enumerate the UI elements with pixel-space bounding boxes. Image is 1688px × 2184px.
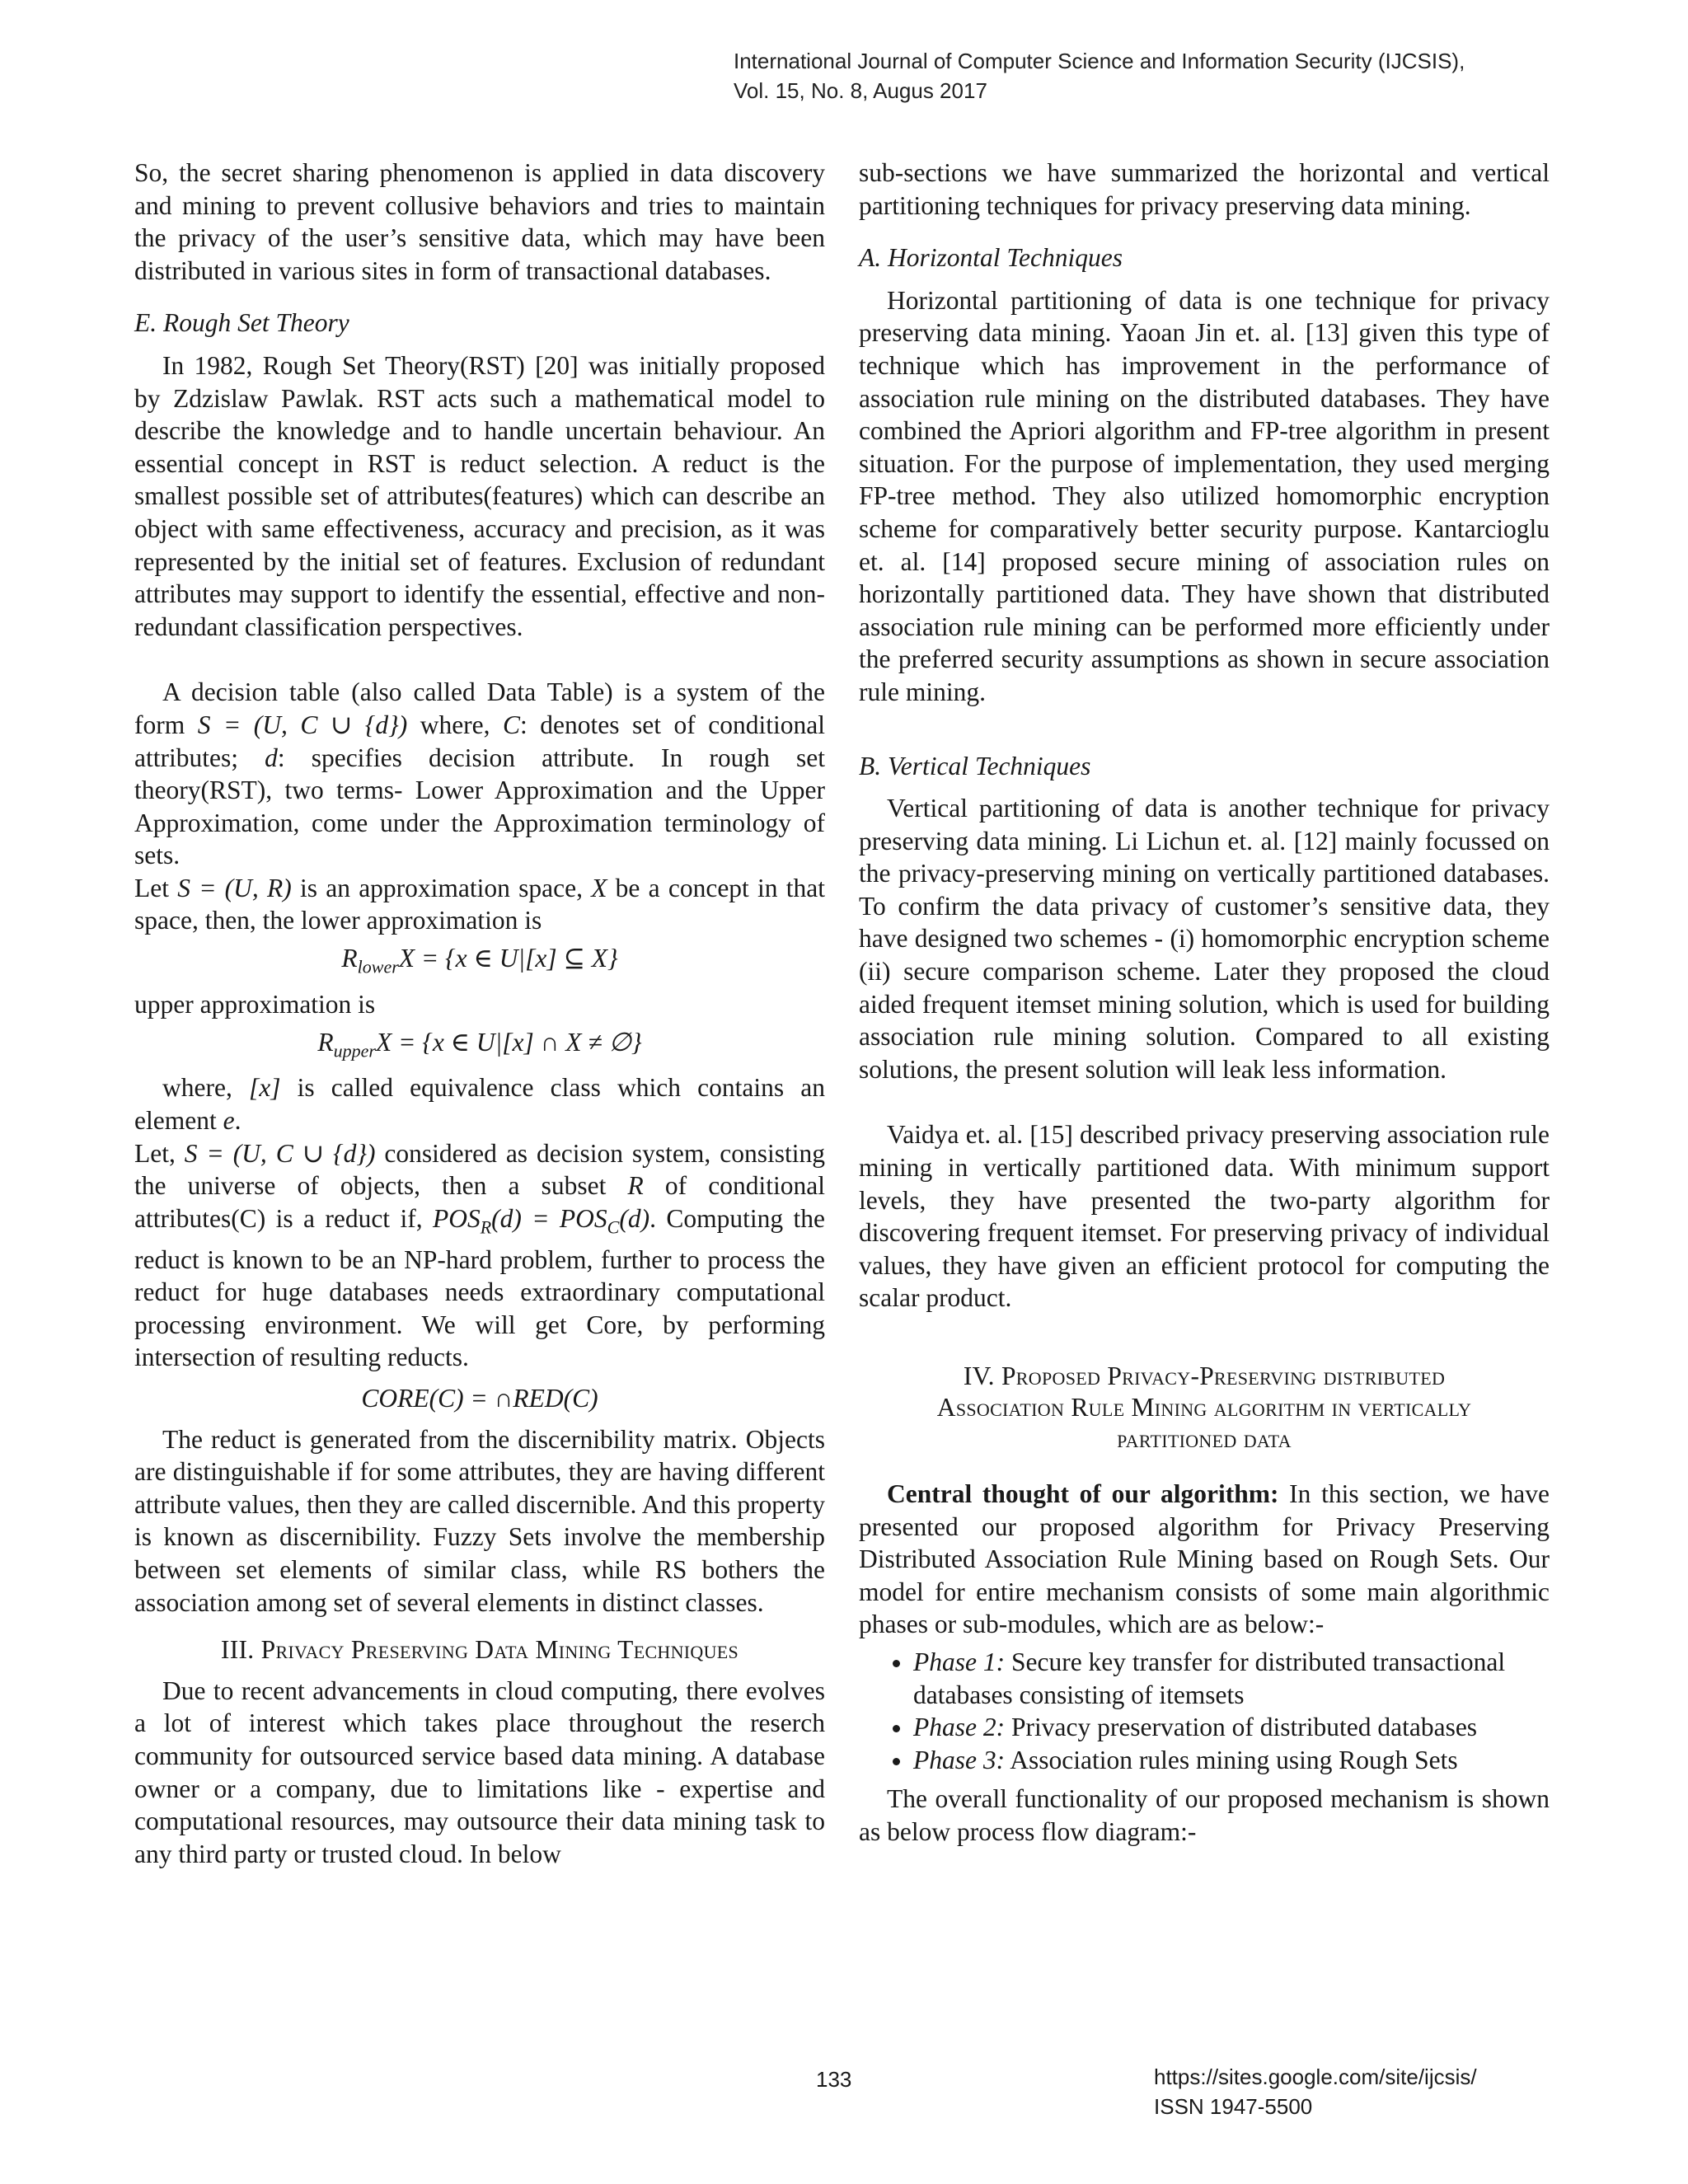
footer-url-link[interactable]: https://sites.google.com/site/ijcsis/ xyxy=(1154,2064,1477,2089)
heading-vertical-techniques: B. Vertical Techniques xyxy=(859,751,1091,780)
paragraph-horizontal: Horizontal partitioning of data is one technique for privacy preserving data mining. Yaoan Jin et. al. [13] given this type of technique which has improvement in the performance of association rule mining on the distributed databases. They have combined the Apriori algorithm and FP-tree algorithm in present situation. For the purpose of implementation, they used merging FP-tree method. They also utilized homomorphic encryption scheme for comparatively better security purpose. Kantarcioglu et. al. [14] proposed secure mining of association rules on horizontally partitioned data. They have shown that distributed association rule mining can be performed more efficiently under the preferred security assumptions as shown in secure association rule mining. xyxy=(859,285,1550,706)
paragraph-approximation-space: Let S = (U, R) is an approximation space, X be a concept in that space, then, the lower approximation is xyxy=(134,873,825,935)
paragraph-upper-approx-label: upper approximation is xyxy=(134,989,376,1019)
paragraph-continuation: sub-sections we have summarized the horizontal and vertical partitioning techniques for privacy preserving data mining. xyxy=(859,158,1550,220)
equation-upper-approximation: $R_{upper}X = \{x$ ∈ U|[x] ∩ X ≠ ∅} xyxy=(317,1027,642,1061)
paragraph-discernibility: The reduct is generated from the discernibility matrix. Objects are distinguishable if for some attributes, they are having different attribute values, then they are called discernible. And this property is known as discernibility. Fuzzy Sets involve the membership between set elements of similar class, while RS bothers the association among set of several elements in distinct classes. xyxy=(134,1424,825,1617)
heading-section-4-line3: partitioned data xyxy=(1117,1424,1292,1453)
paragraph-equivalence-class: where, [x] is called equivalence class which contains an element e. xyxy=(134,1073,825,1136)
phase-list xyxy=(859,1646,1550,1776)
journal-header xyxy=(734,46,1465,105)
footer-issn: ISSN 1947-5500 xyxy=(1154,2094,1313,2119)
equation-core: CORE(C) = ∩RED(C) xyxy=(361,1384,598,1413)
list-item-phase-1: • Phase 1: Secure key transfer for distributed transactional databases consisting of itemsets xyxy=(913,1646,1550,1711)
heading-rough-set-theory: E. Rough Set Theory xyxy=(134,308,349,338)
footer-info xyxy=(1154,2062,1477,2121)
paragraph-overall: The overall functionality of our proposed mechanism is shown as below process flow diagram:- xyxy=(859,1784,1550,1846)
journal-header-line1: International Journal of Computer Science and Information Security (IJCSIS), xyxy=(734,49,1465,73)
journal-header-line2: Vol. 15, No. 8, Augus 2017 xyxy=(734,78,987,103)
heading-section-4 xyxy=(859,1361,1550,1455)
paragraph-reduct-definition: Let, S = (U, C ∪ {d}) considered as decision system, consisting the universe of objects, then a subset R of conditional attributes(C) is a reduct if, $POS_R(d) = POS_C(d)$. Computing the reduct is known to be an NP-hard problem, further to process the reduct for huge databases needs extraordinary computational processing environment. We will get Core, by performing intersection of resulting reducts. xyxy=(134,1138,825,1372)
list-item-phase-3: • Phase 3: Association rules mining using Rough Sets xyxy=(913,1744,1550,1777)
left-column xyxy=(134,157,825,1870)
paragraph-decision-table: A decision table (also called Data Table) is a system of the form S = (U, C ∪ {d}) where, C: denotes set of conditional attributes; d: specifies decision attribute. In rough set theory(RST), two terms- Lower Approximation and the Upper Approximation, come under the Approximation terminology of sets. xyxy=(134,677,825,870)
heading-section-4-line2: Association Rule Mining algorithm in vertically xyxy=(936,1393,1472,1422)
page-number: 133 xyxy=(816,2067,852,2092)
list-item-phase-2: • Phase 2: Privacy preservation of distributed databases xyxy=(913,1711,1550,1744)
heading-horizontal-techniques: A. Horizontal Techniques xyxy=(859,243,1123,273)
paragraph-section-3: Due to recent advancements in cloud computing, there evolves a lot of interest which takes place throughout the reserch community for outsourced service based data mining. A database owner or a company, due to limitations like - expertise and computational resources, may outsource their data mining task to any third party or trusted cloud. In below xyxy=(134,1675,825,1868)
paragraph-intro: So, the secret sharing phenomenon is applied in data discovery and mining to prevent collusive behaviors and tries to maintain the privacy of the user’s sensitive data, which may have been distributed in various sites in form of transactional databases. xyxy=(134,158,825,285)
equation-lower-approximation: $R_{lower}X = \{x$ ∈ U|[x] ⊆ X} xyxy=(341,944,618,977)
heading-section-3: III. Privacy Preserving Data Mining Techniques xyxy=(220,1635,739,1665)
heading-section-4-line1: IV. Proposed Privacy-Preserving distributed xyxy=(963,1361,1446,1390)
paragraph-vertical: Vertical partitioning of data is another technique for privacy preserving data mining. Li Lichun et. al. [12] mainly focussed on the privacy-preserving mining on vertically partitioned databases. To confirm the data privacy of customer’s sensitive data, they have designed two schemes - (i) homomorphic encryption scheme (ii) secure comparison scheme. Later they proposed the cloud aided frequent itemset mining solution, which is used for building association rule mining solution. Compared to all existing solutions, the present solution will leak less information. xyxy=(859,794,1550,1084)
paragraph-central-thought: Central thought of our algorithm: In this section, we have presented our proposed algorithm for Privacy Preserving Distributed Association Rule Mining based on Rough Sets. Our model for entire mechanism consists of some main algorithmic phases or sub-modules, which are as below:- xyxy=(859,1479,1550,1639)
right-column xyxy=(859,157,1550,1849)
paragraph-rst: In 1982, Rough Set Theory(RST) [20] was initially proposed by Zdzislaw Pawlak. RST acts such a mathematical model to describe the knowledge and to handle uncertain behaviour. An essential concept in RST is reduct selection. A reduct is the smallest possible set of attributes(features) which can describe an object with same effectiveness, accuracy and precision, as it was represented by the initial set of features. Exclusion of redundant attributes may support to identify the essential, effective and non-redundant classification perspectives. xyxy=(134,350,825,641)
paragraph-vaidya: Vaidya et. al. [15] described privacy preserving association rule mining in vertically partitioned data. With minimum support levels, they have presented the two-party algorithm for discovering frequent itemset. For preserving privacy of individual values, they have given an efficient protocol for computing the scalar product. xyxy=(859,1120,1550,1313)
